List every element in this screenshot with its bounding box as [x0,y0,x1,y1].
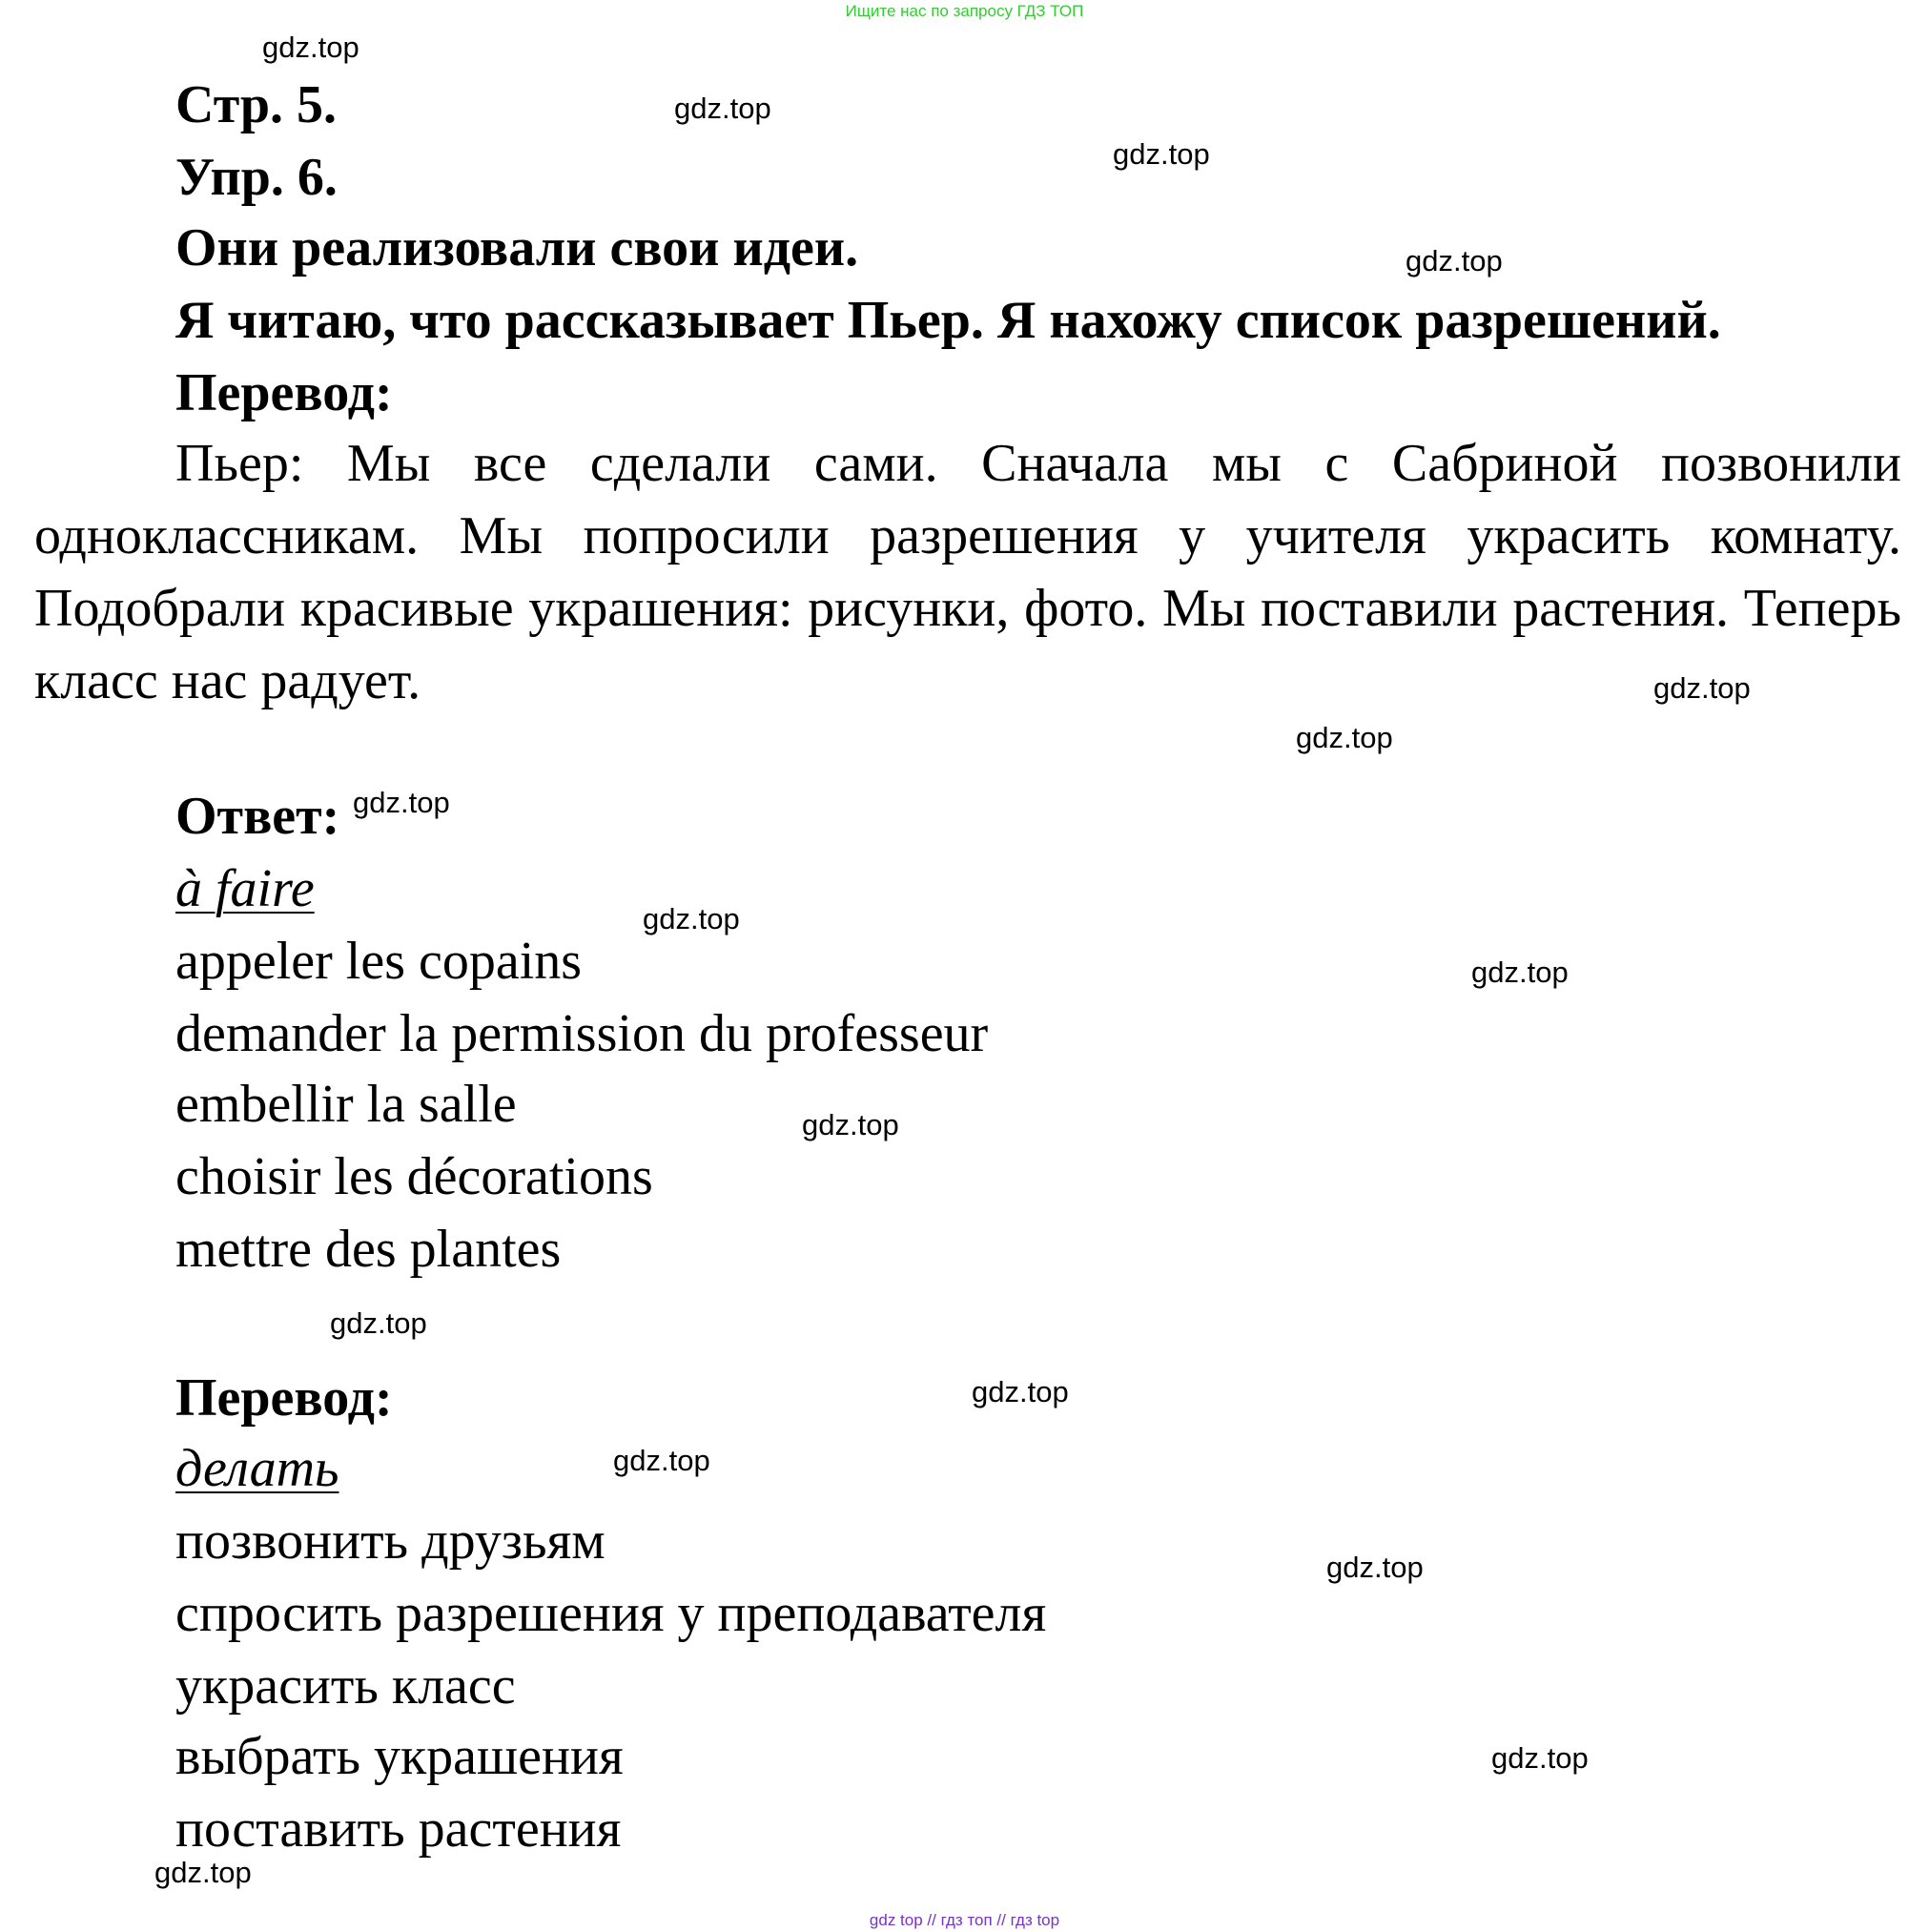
translation-item: позвонить друзьям [175,1511,605,1571]
answer-item: choisir les décorations [175,1147,653,1206]
watermark: gdz.top [1471,956,1569,989]
watermark: gdz.top [353,786,450,819]
answer-item: appeler les copains [175,932,583,991]
watermark: gdz.top [1296,721,1393,754]
translation-item: спросить разрешения у преподавателя [175,1584,1047,1643]
watermark: gdz.top [1113,137,1210,171]
answer-label: Ответ: [175,787,340,846]
watermark: gdz.top [262,31,359,64]
translation-item: украсить класс [175,1656,516,1716]
exercise-ref: Упр. 6. [175,148,338,207]
translation-label-1: Перевод: [175,363,393,422]
footer-banner: gdz top // гдз топ // гдз top [869,1911,1060,1929]
watermark: gdz.top [1326,1551,1424,1584]
answer-item: mettre des plantes [175,1220,562,1279]
answer-item: embellir la salle [175,1075,517,1134]
translation-item: выбрать украшения [175,1727,624,1786]
watermark: gdz.top [1406,244,1503,277]
page-ref: Стр. 5. [175,75,338,134]
translation-label-2: Перевод: [175,1368,393,1428]
translation-paragraph: Пьер: Мы все сделали сами. Сначала мы с Сабриной позвонили одноклассникам. Мы попросили разрешения у учителя украсить комнату. Подобрали красивые украшения: рисунки, фото. Мы поставили растения. Теперь класс нас радует. [34,434,1901,710]
watermark: gdz.top [643,902,740,935]
answer-item: demander la permission du professeur [175,1004,989,1063]
watermark: gdz.top [802,1108,899,1141]
watermark: gdz.top [613,1444,710,1477]
task-text: Я читаю, что рассказывает Пьер. Я нахожу список разрешений. [175,291,1721,350]
watermark: gdz.top [1653,671,1751,705]
watermark: gdz.top [1491,1741,1589,1775]
heading: Они реализовали свои идеи. [175,218,859,277]
answer-heading: à faire [175,859,315,918]
top-banner: Ищите нас по запросу ГДЗ ТОП [845,2,1084,20]
watermark: gdz.top [674,92,771,125]
translation-heading: делать [175,1439,339,1498]
watermark: gdz.top [154,1856,252,1889]
watermark: gdz.top [330,1306,427,1340]
watermark: gdz.top [972,1375,1069,1408]
translation-item: поставить растения [175,1799,622,1859]
